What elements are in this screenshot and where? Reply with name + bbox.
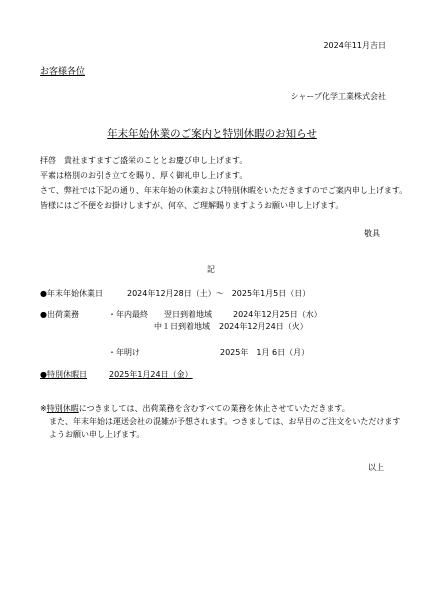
shipping-label: ●出荷業務	[40, 310, 79, 319]
note-line: ようお願い申し上げます。	[49, 430, 145, 439]
special-leave-row	[40, 371, 193, 379]
document-title: 年末年始休業のご案内と特別休暇のお知らせ	[107, 128, 317, 140]
shipping-year-end-label: ・年内最終	[108, 310, 148, 319]
note-line	[40, 405, 350, 413]
note-line: また、年末年始は運送会社の混雑が予想されます。つきましては、お早目のご注文をいただけます	[49, 417, 401, 426]
special-leave-date: 2025年1月24日（金）	[108, 370, 193, 379]
shipping-new-year-label: ・年明け	[108, 348, 140, 357]
issue-date: 2024年11月吉日	[323, 41, 386, 50]
greeting-line: 拝啓 貴社ますますご盛栄のこととお慶び申し上げます。	[40, 156, 248, 165]
special-leave-label: ●特別休暇日	[40, 370, 87, 379]
new-year-date: 2025年 1月 6日（月）	[220, 348, 310, 357]
sender-company: シャープ化学工業株式会社	[290, 92, 386, 101]
note-special-leave-link: 特別休暇	[46, 404, 79, 413]
note-text: につきましては、出荷業務を含むすべての業務を休止させていただきます。	[78, 404, 350, 413]
next-day-date: 2024年12月25日（水）	[233, 310, 322, 319]
greeting-line: さて、弊社では下記の通り、年末年始の休業および特別休暇をいただきますのでご案内申し上げます。	[40, 186, 408, 195]
greeting-line: 平素は格別のお引き立てを賜り、厚く御礼申し上げます。	[40, 171, 248, 180]
middle-day-area: 中１日到着地域	[154, 322, 210, 331]
closing-word: 敬具	[364, 229, 380, 238]
next-day-area: 翌日到着地域	[164, 310, 212, 319]
greeting-line: 皆様にはご不便をお掛けしますが、何卒、ご理解賜りますようお願い申し上げます。	[40, 201, 344, 210]
middle-day-date: 2024年12月24日（火）	[219, 322, 308, 331]
end-word: 以上	[368, 463, 384, 472]
note-mark: ※	[40, 404, 47, 413]
recipient: お客様各位	[40, 67, 86, 77]
holiday-label: ●年末年始休業日	[40, 289, 103, 298]
ki-heading: 記	[207, 265, 215, 274]
holiday-period: 2024年12月28日（土）～ 2025年1月5日（日）	[127, 289, 311, 298]
